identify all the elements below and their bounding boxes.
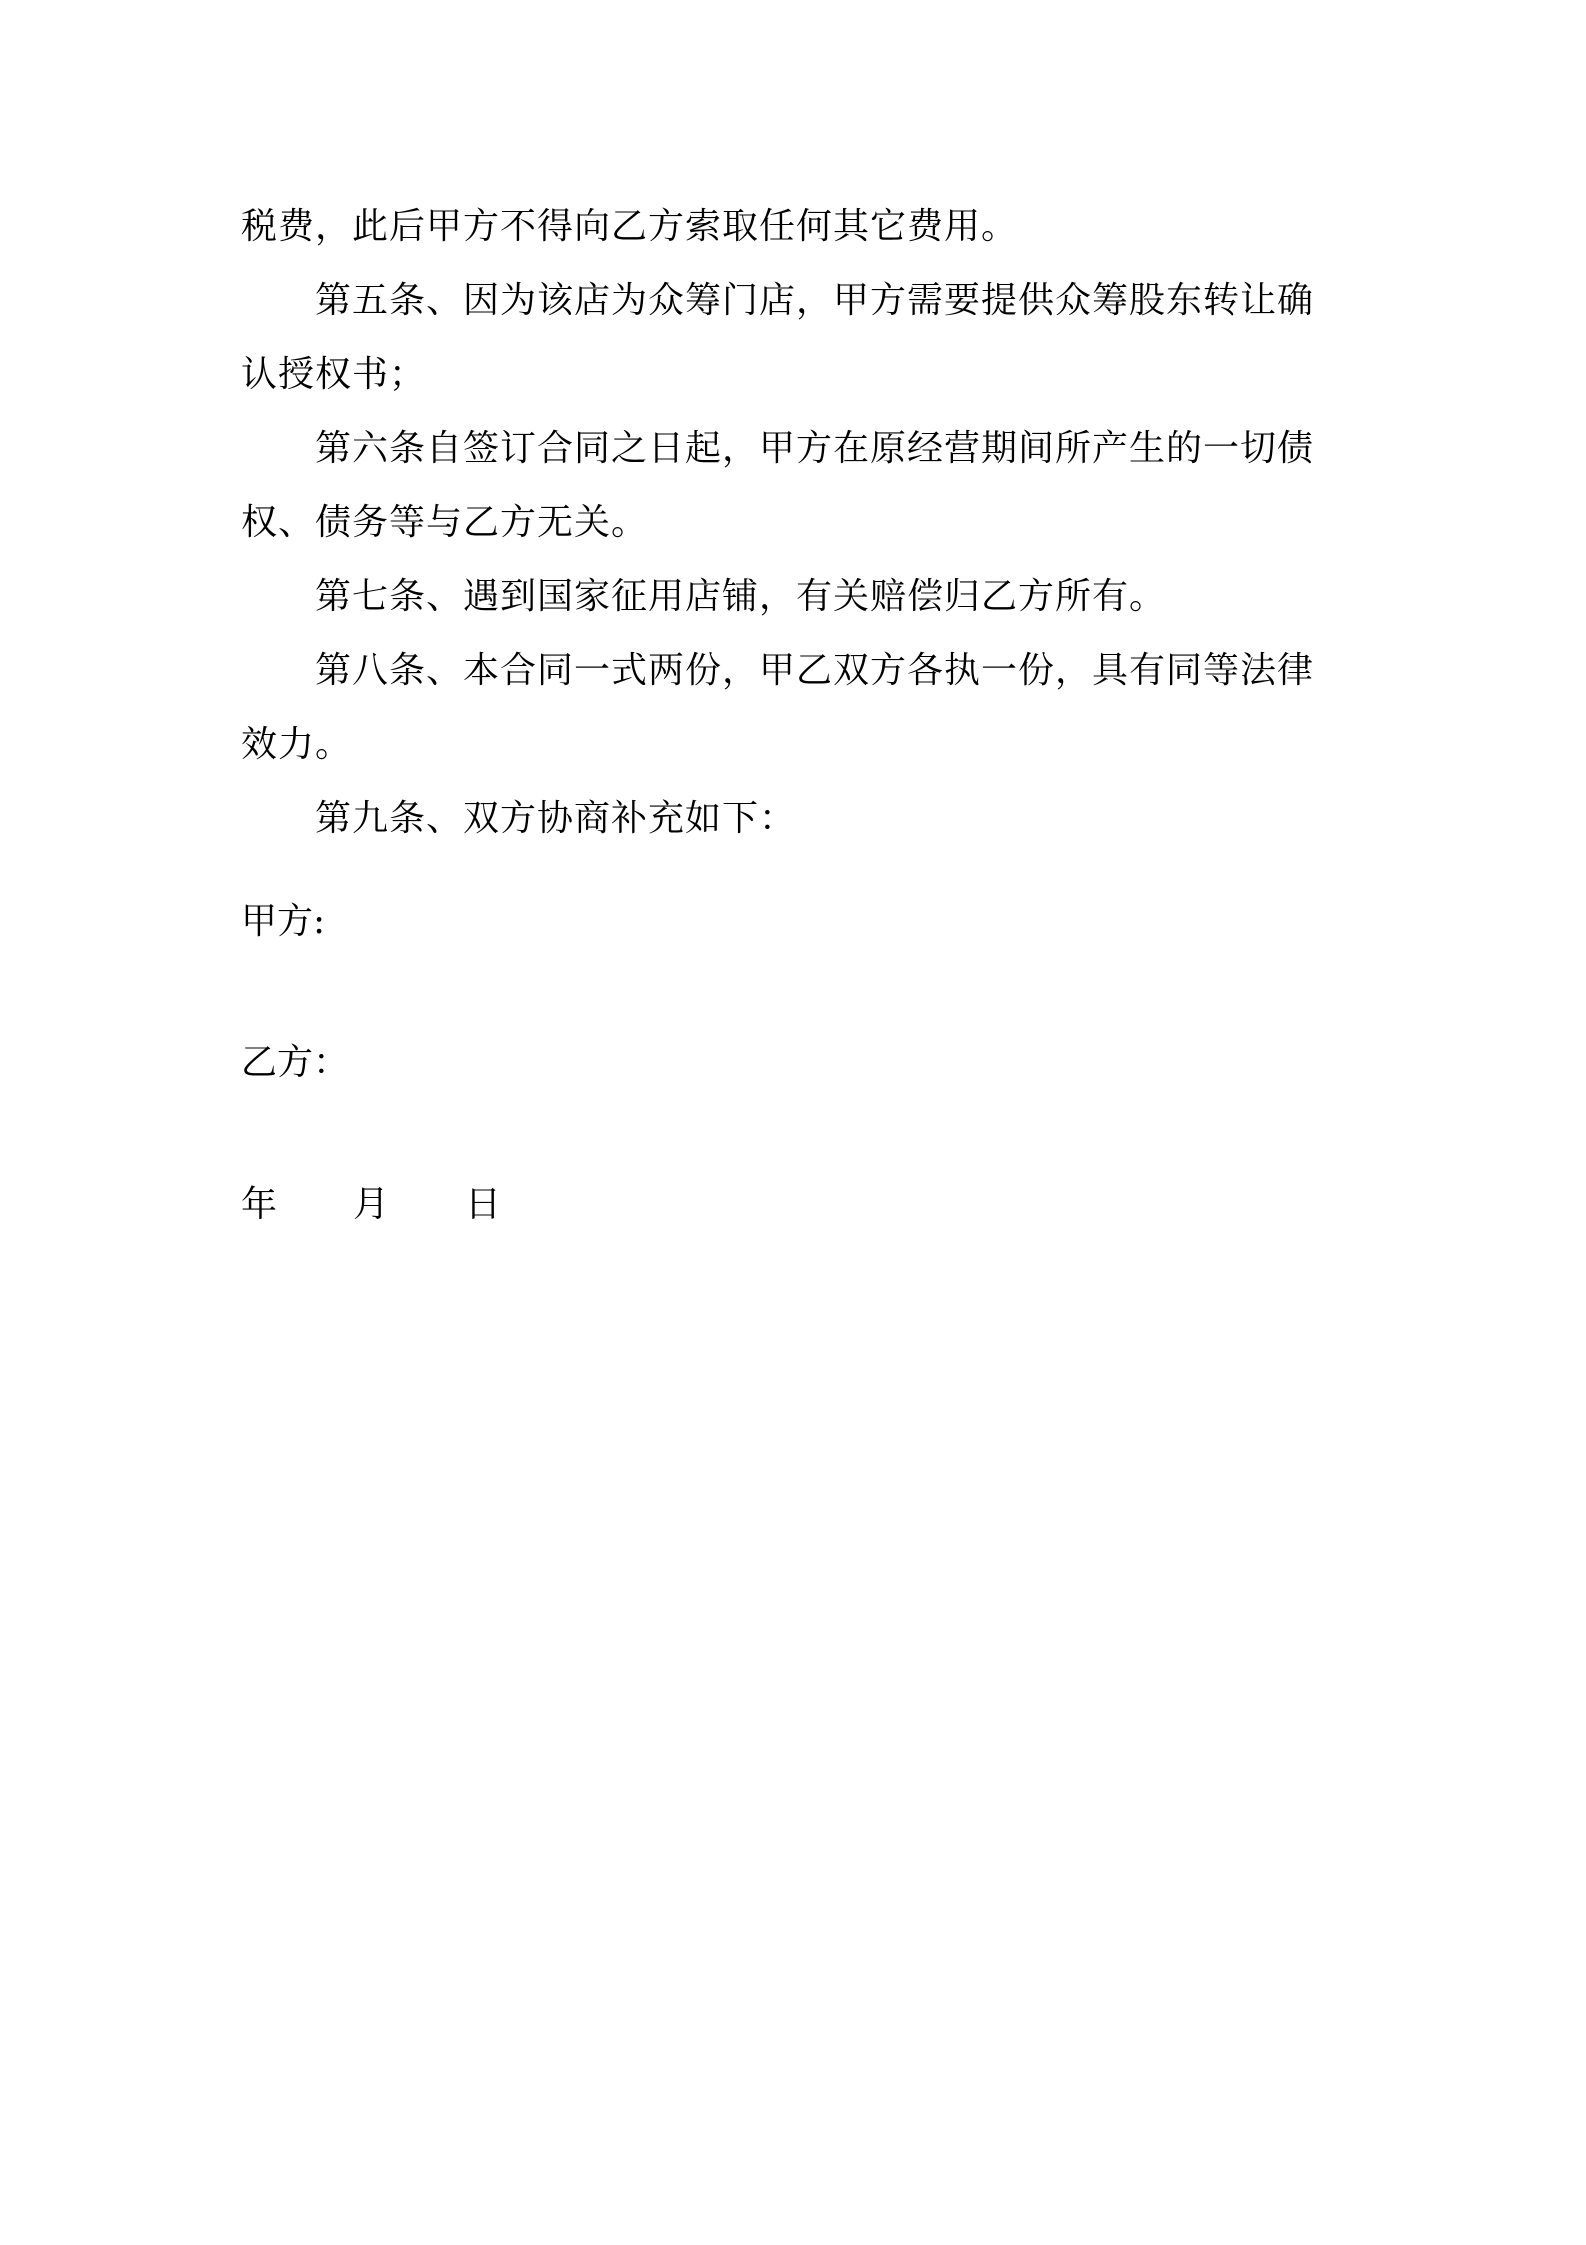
party-b-label: 乙方：	[241, 1042, 350, 1083]
paragraph-line: 权、债务等与乙方无关。	[241, 502, 649, 543]
date-line	[241, 1180, 501, 1230]
paragraph-line: 效力。	[241, 724, 353, 765]
paragraph-line: 第六条自签订合同之日起，甲方在原经营期间所产生的一切债	[315, 428, 1315, 469]
contract-body	[241, 190, 1356, 856]
paragraph-line: 第七条、遇到国家征用店铺，有关赔偿归乙方所有。	[315, 576, 1167, 617]
date-year-label: 年	[241, 1184, 278, 1225]
paragraph-line: 第八条、本合同一式两份，甲乙双方各执一份，具有同等法律	[315, 650, 1315, 691]
date-month-label: 月	[353, 1184, 390, 1225]
paragraph-line: 第五条、因为该店为众筹门店，甲方需要提供众筹股东转让确	[315, 280, 1315, 321]
party-a-label: 甲方:	[241, 901, 326, 942]
paragraph-line: 认授权书；	[241, 354, 427, 395]
date-day-label: 日	[465, 1184, 502, 1225]
paragraph-line: 税费，此后甲方不得向乙方索取任何其它费用。	[241, 206, 1019, 247]
paragraph-line: 第九条、双方协商补充如下：	[315, 798, 797, 839]
